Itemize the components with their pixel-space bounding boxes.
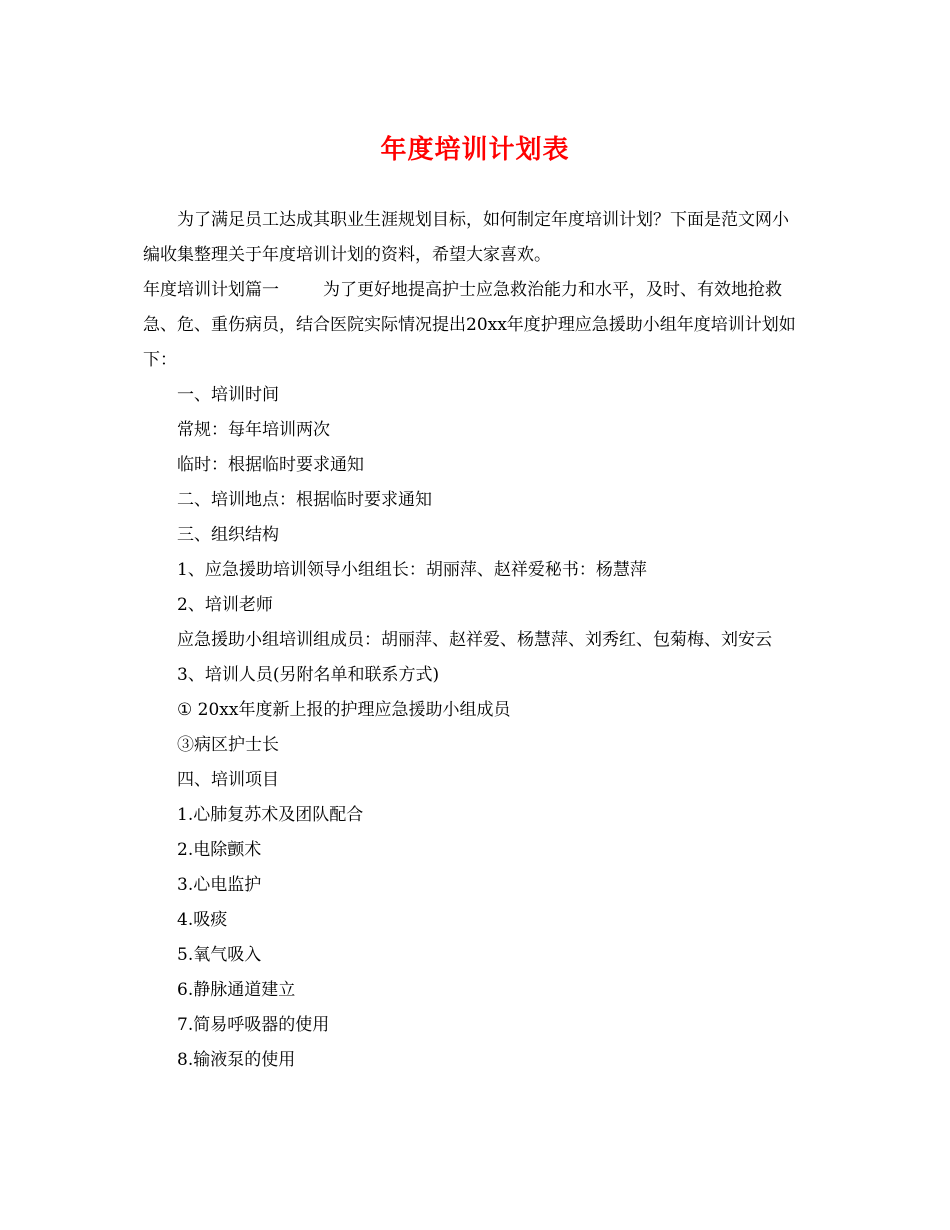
line-trainers: 2、培训老师 [177,595,273,615]
line-organization: 三、组织结构 [177,525,279,545]
line-regular: 常规：每年培训两次 [177,420,330,440]
line-trainees: 3、培训人员(另附名单和联系方式) [177,665,440,685]
section-intro: 为了更好地提高护士应急救治能力和水平，及时、有效地抢救急、危、重伤病员，结合医院实际情况提出20xx年度护理应急援助小组年度培训计划如下： [143,280,796,370]
line-temporary: 临时：根据临时要求通知 [177,455,364,475]
line-item-2: 2.电除颤术 [177,840,262,860]
intro-paragraph: 为了满足员工达成其职业生涯规划目标，如何制定年度培训计划？下面是范文网小编收集整理关于年度培训计划的资料，希望大家喜欢。 [143,210,789,265]
line-training-items: 四、培训项目 [177,770,279,790]
section-paragraph [143,273,803,378]
line-item-6: 6.静脉通道建立 [177,980,296,1000]
line-leadership-group: 1、应急援助培训领导小组组长：胡丽萍、赵祥爱秘书：杨慧萍 [177,560,647,580]
line-item-1: 1.心肺复苏术及团队配合 [177,805,364,825]
line-training-location: 二、培训地点：根据临时要求通知 [177,490,432,510]
section-heading: 年度培训计划篇一 [143,280,279,300]
document-title: 年度培训计划表 [380,135,570,165]
line-item-3: 3.心电监护 [177,875,262,895]
line-item-7: 7.简易呼吸器的使用 [177,1015,330,1035]
line-trainer-members: 应急援助小组培训组成员：胡丽萍、赵祥爱、杨慧萍、刘秀红、包菊梅、刘安云 [177,630,772,650]
line-item-5: 5.氧气吸入 [177,945,262,965]
line-trainee-new-members: ① 20xx年度新上报的护理应急援助小组成员 [177,700,511,720]
line-item-4: 4.吸痰 [177,910,228,930]
line-trainee-head-nurses: ③病区护士长 [177,735,279,755]
document-body [143,203,803,1078]
line-training-time: 一、培训时间 [177,385,279,405]
line-item-8: 8.输液泵的使用 [177,1050,296,1070]
